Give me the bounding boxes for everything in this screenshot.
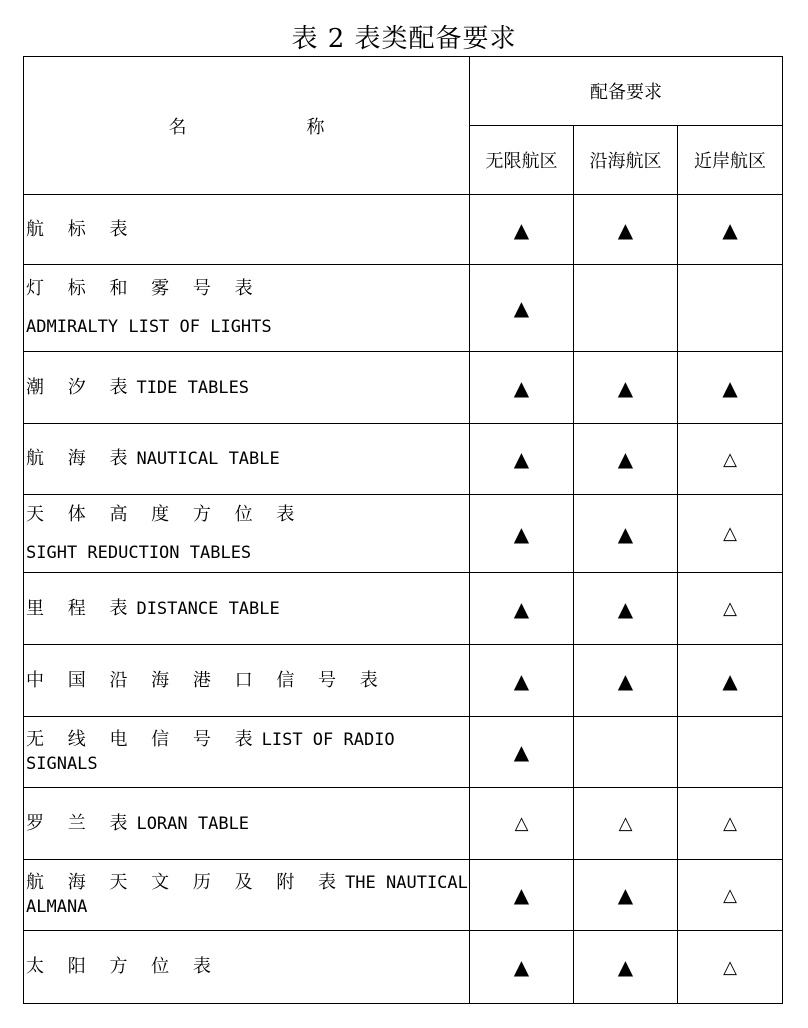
row-name-en: ADMIRALTY LIST OF LIGHTS — [26, 317, 272, 337]
requirement-mark: ▲ — [574, 645, 678, 717]
row-name-cn: 航 标 表 — [26, 218, 137, 240]
requirement-mark: ▲ — [678, 645, 783, 717]
requirement-mark: ▲ — [470, 195, 574, 265]
row-name-en: SIGHT REDUCTION TABLES — [26, 542, 252, 563]
table-row — [24, 265, 783, 352]
row-name-cell — [24, 195, 470, 265]
requirement-mark: △ — [678, 860, 783, 931]
table-row — [24, 788, 783, 860]
zone-header-coastal: 沿海航区 — [574, 126, 678, 195]
row-name-cn: 太 阳 方 位 表 — [26, 956, 220, 977]
page-title: 表 2 表类配备要求 — [291, 24, 517, 54]
row-name-en: TIDE TABLES — [136, 377, 250, 398]
row-name-en: DISTANCE TABLE — [136, 598, 280, 619]
requirement-mark: △ — [678, 573, 783, 645]
requirement-mark: ▲ — [574, 860, 678, 931]
table-row — [24, 573, 783, 645]
requirement-mark: △ — [678, 424, 783, 495]
row-name-cn: 航 海 天 文 历 及 附 表 — [26, 872, 346, 893]
table-row — [24, 931, 783, 1004]
name-header-left: 名 — [168, 116, 187, 138]
table-row — [24, 495, 783, 573]
requirement-mark: ▲ — [470, 717, 574, 788]
row-name-cn: 航 海 表 — [26, 448, 137, 469]
requirement-header: 配备要求 — [470, 57, 783, 126]
requirement-mark — [678, 265, 783, 352]
requirement-mark: ▲ — [470, 495, 574, 573]
requirement-mark: ▲ — [574, 424, 678, 495]
requirement-mark: ▲ — [678, 195, 783, 265]
row-name-cell — [24, 717, 470, 788]
requirement-mark — [678, 717, 783, 788]
row-name-cn: 潮 汐 表 — [26, 376, 137, 398]
row-name-cell — [24, 645, 470, 717]
requirement-mark: △ — [678, 931, 783, 1004]
row-name-cell — [24, 352, 470, 424]
zone-header-unlimited: 无限航区 — [470, 126, 574, 195]
row-name-cell — [24, 931, 470, 1004]
requirement-mark: ▲ — [574, 495, 678, 573]
requirement-mark: ▲ — [470, 860, 574, 931]
requirement-mark: ▲ — [470, 573, 574, 645]
row-name-cn: 天 体 高 度 方 位 表 — [26, 503, 304, 525]
row-name-en: LIST OF RADIO SIGNALS — [26, 730, 395, 774]
requirement-mark: ▲ — [574, 352, 678, 424]
requirement-mark: ▲ — [470, 931, 574, 1004]
requirement-mark — [574, 717, 678, 788]
row-name-cn: 里 程 表 — [26, 597, 137, 619]
row-name-cell — [24, 860, 470, 931]
table-row — [24, 645, 783, 717]
name-header-right: 称 — [306, 116, 325, 138]
row-name-en: LORAN TABLE — [136, 813, 250, 834]
row-name-cell — [24, 788, 470, 860]
requirement-mark: ▲ — [470, 424, 574, 495]
requirement-mark: ▲ — [574, 195, 678, 265]
row-name-en: NAUTICAL TABLE — [136, 449, 280, 469]
table-body — [24, 195, 783, 1004]
table-row — [24, 717, 783, 788]
row-name-cn: 无 线 电 信 号 表 — [26, 729, 262, 750]
requirement-mark: ▲ — [678, 352, 783, 424]
row-name-cn: 灯 标 和 雾 号 表 — [26, 278, 262, 299]
requirement-mark: ▲ — [574, 573, 678, 645]
table-row — [24, 424, 783, 495]
zone-header-nearshore: 近岸航区 — [678, 126, 783, 195]
requirement-mark: ▲ — [470, 352, 574, 424]
table-row — [24, 860, 783, 931]
row-name-cn: 中 国 沿 海 港 口 信 号 表 — [26, 669, 387, 691]
row-name-cn: 罗 兰 表 — [26, 812, 137, 834]
name-column-header — [24, 57, 470, 195]
requirement-mark: △ — [678, 788, 783, 860]
row-name-cell — [24, 495, 470, 573]
table-row — [24, 352, 783, 424]
requirement-mark — [574, 265, 678, 352]
requirement-mark: ▲ — [470, 645, 574, 717]
requirement-mark: △ — [574, 788, 678, 860]
row-name-en: THE NAUTICAL ALMANA — [26, 873, 468, 917]
row-name-cell — [24, 265, 470, 352]
requirement-mark: ▲ — [574, 931, 678, 1004]
row-name-cell — [24, 424, 470, 495]
equipment-table — [23, 56, 783, 1004]
requirement-mark: △ — [678, 495, 783, 573]
table-row — [24, 195, 783, 265]
row-name-cell — [24, 573, 470, 645]
requirement-mark: △ — [470, 788, 574, 860]
requirement-mark: ▲ — [470, 265, 574, 352]
